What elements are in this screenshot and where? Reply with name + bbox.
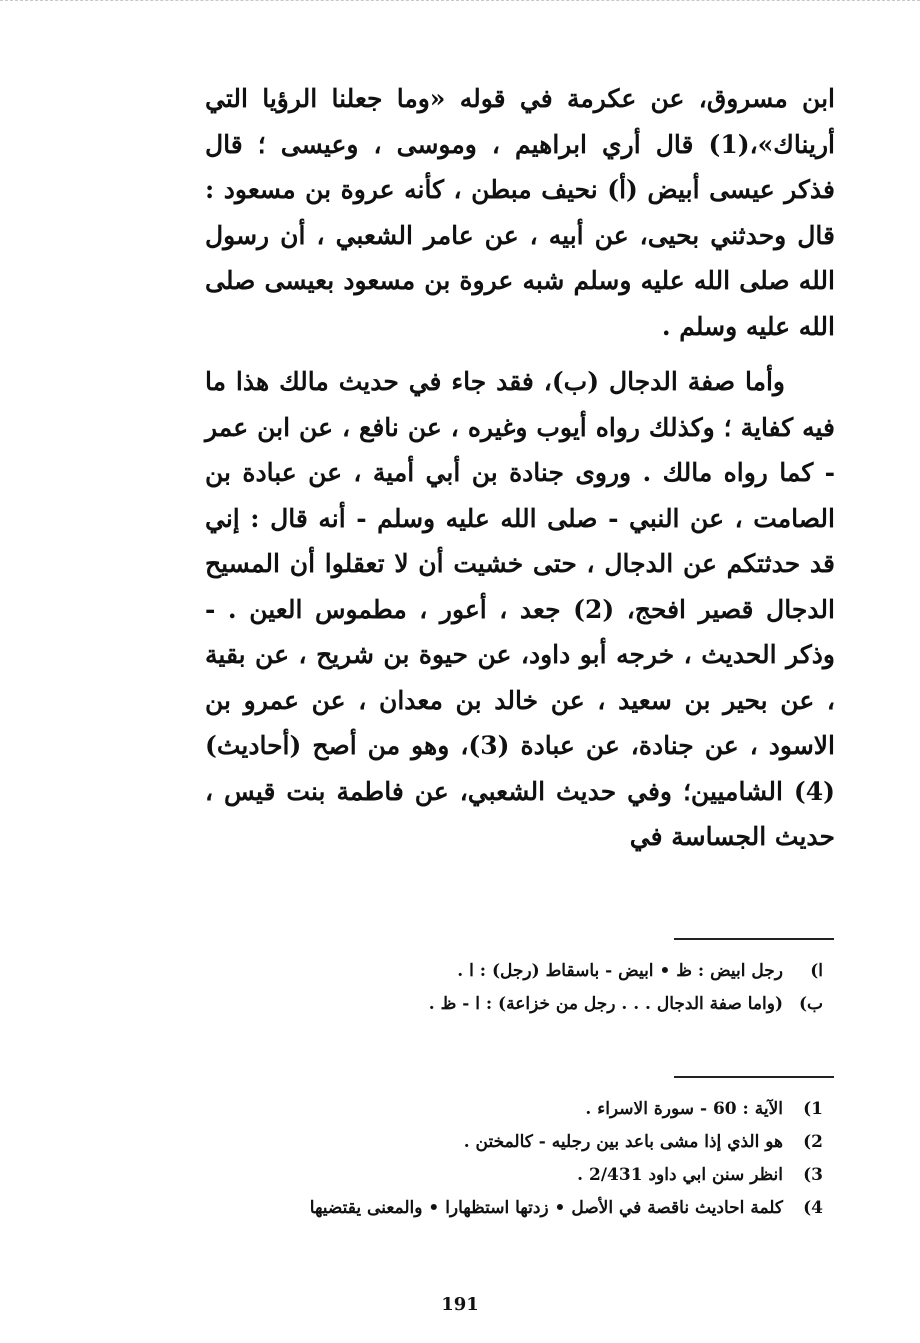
footnote-text: الآية : 60 - سورة الاسراء . — [585, 1099, 783, 1119]
apparatus-separator — [674, 938, 834, 940]
apparatus-notes — [183, 955, 823, 1021]
footnote-text: انظر سنن ابي داود 2/431 . — [577, 1165, 783, 1185]
main-paragraph-1: ابن مسروق، عن عكرمة في قوله «وما جعلنا الرؤيا التي أريناك»،(1) قال أري ابراهيم ، وموسى ، وعيسى ؛ قال فذكر عيسى أبيض (أ) نحيف مبطن ، كأنه عروة بن مسعود : قال وحدثني بحيى، عن أبيه ، عن عامر الشعبي ، أن رسول الله صلى الله عليه وسلم شبه عروة بن مسعود بعيسى صلى الله عليه وسلم . — [205, 84, 835, 341]
footnote — [183, 1093, 823, 1126]
footnotes — [183, 1093, 823, 1225]
footnote-marker: 3) — [803, 1165, 823, 1185]
footnote-marker: 4) — [803, 1198, 823, 1218]
footnote-separator — [674, 1076, 834, 1078]
note-marker: ب) — [798, 994, 823, 1014]
footnote-marker: 2) — [803, 1132, 823, 1152]
footnote — [183, 1126, 823, 1159]
apparatus-note — [183, 955, 823, 988]
note-marker: ا) — [810, 961, 823, 981]
note-text: (واما صفة الدجال . . . رجل من خزاعة) : ا - ظ . — [428, 994, 783, 1014]
top-border — [0, 0, 920, 7]
footnote-text: هو الذي إذا مشى باعد بين رجليه - كالمختن . — [463, 1132, 783, 1152]
main-paragraph-2: وأما صفة الدجال (ب)، فقد جاء في حديث مالك هذا ما فيه كفاية ؛ وكذلك رواه أيوب وغيره ، عن نافع ، عن ابن عمر - كما رواه مالك . وروى جنادة بن أبي أمية ، عن عبادة بن الصامت ، عن النبي - صلى الله عليه وسلم - أنه قال : إني قد حدثتكم عن الدجال ، حتى خشيت أن لا تعقلوا أن المسيح الدجال قصير افحج، (2) جعد ، أعور ، مطموس العين . - وذكر الحديث ، خرجه أبو داود، عن حيوة بن شريح ، عن بقية ، عن بحير بن سعيد ، عن خالد بن معدان ، عن عمرو بن الاسود ، عن جنادة، عن عبادة (3)، وهو من أصح (أحاديث) (4) الشاميين؛ وفي حديث الشعبي، عن فاطمة بنت قيس ، حديث الجساسة في — [205, 367, 835, 851]
apparatus-note — [183, 988, 823, 1021]
footnote-marker: 1) — [803, 1099, 823, 1119]
note-text: رجل ابيض : ظ • ابيض - باسقاط (رجل) : ا . — [457, 961, 783, 981]
page-number: 191 — [441, 1294, 479, 1315]
main-text-block — [205, 76, 835, 860]
footnote — [183, 1192, 823, 1225]
footnote — [183, 1159, 823, 1192]
footnote-text: كلمة احاديث ناقصة في الأصل • زدتها استظهارا • والمعنى يقتضيها — [309, 1198, 783, 1218]
